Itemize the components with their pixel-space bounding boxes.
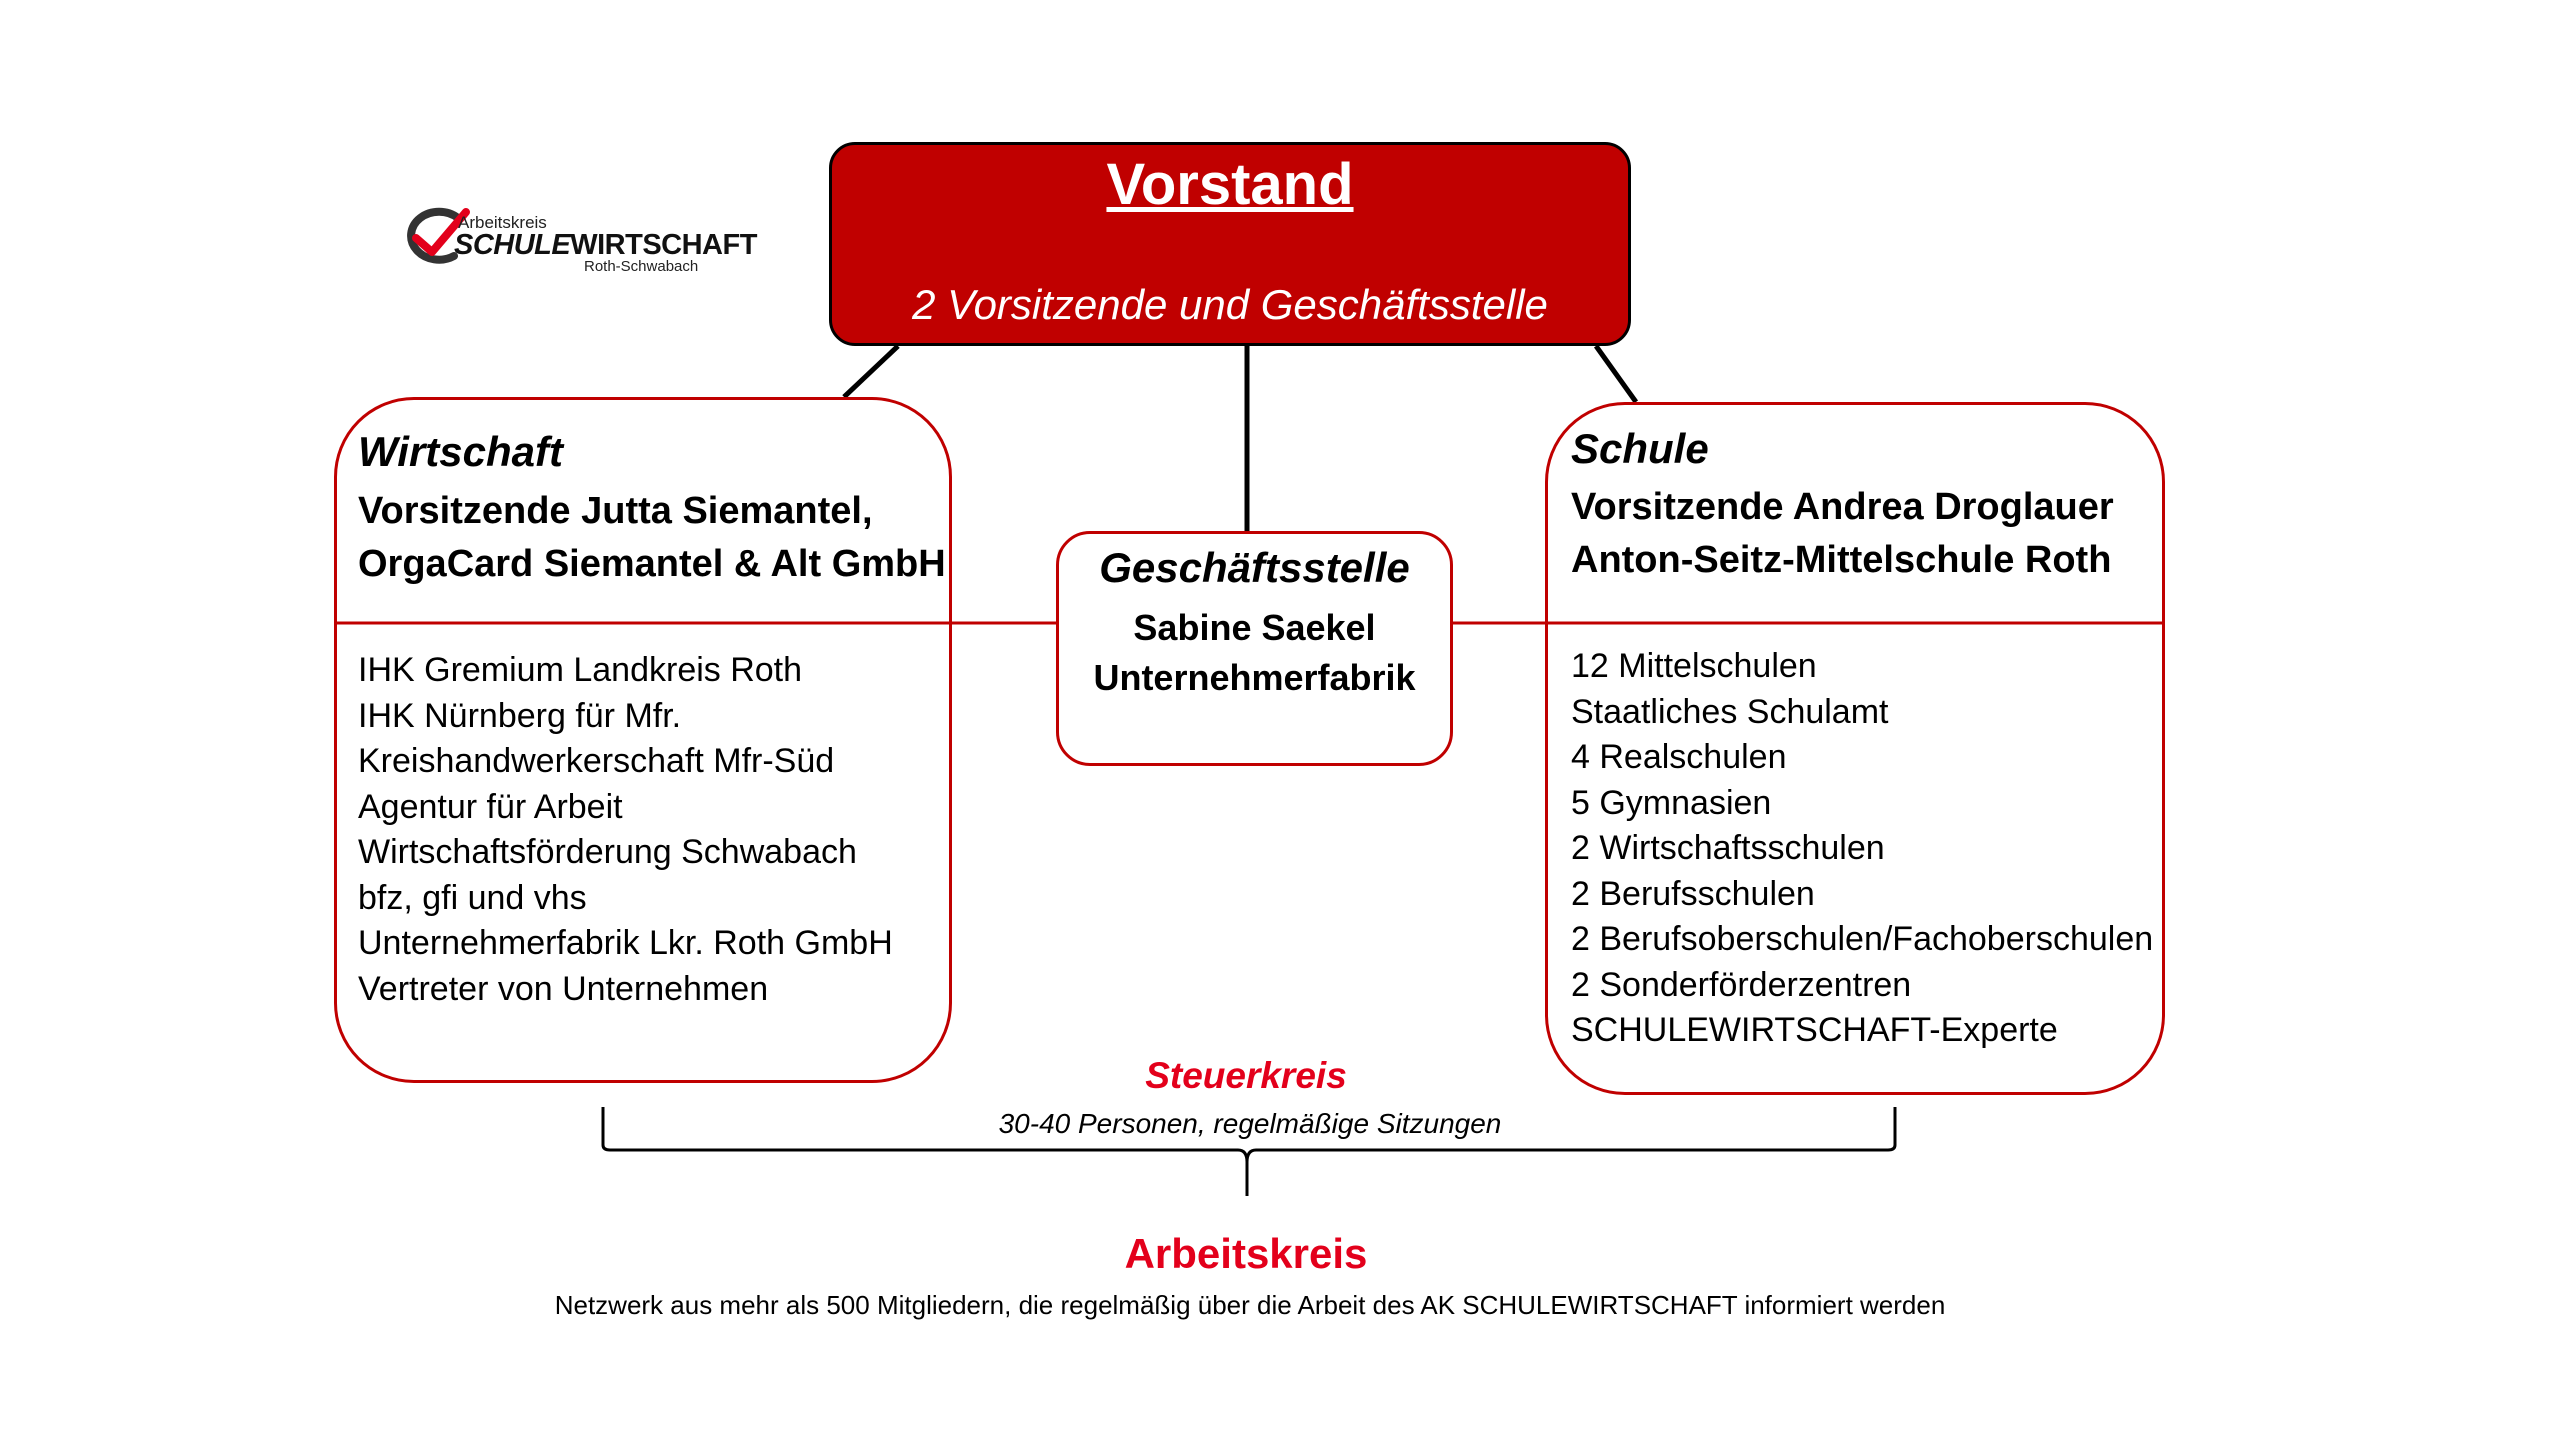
list-item: 2 Sonderförderzentren	[1571, 965, 1912, 1004]
list-item: Vertreter von Unternehmen	[358, 969, 769, 1008]
geschaeftsstelle-person: Sabine Saekel	[1133, 607, 1376, 648]
list-item: 5 Gymnasien	[1571, 783, 1772, 822]
logo-wordmark-schule: SCHULE	[454, 229, 571, 261]
list-item: SCHULEWIRTSCHAFT-Experte	[1571, 1011, 2058, 1049]
list-item: Staatliches Schulamt	[1571, 692, 1889, 731]
schule-chair-line: Vorsitzende Andrea Droglauer	[1571, 486, 2114, 528]
list-item: Unternehmerfabrik Lkr. Roth GmbH	[358, 924, 893, 962]
geschaeftsstelle-org: Unternehmerfabrik	[1093, 657, 1416, 698]
connector-vorstand-schule	[1596, 346, 1636, 402]
wirtschaft-members-list	[358, 648, 893, 1012]
schule-members-list	[1571, 644, 2153, 1054]
vorstand-subtitle: 2 Vorsitzende und Geschäftsstelle	[912, 281, 1548, 328]
list-item: 2 Berufsoberschulen/Fachoberschulen	[1571, 920, 2154, 958]
list-item: Kreishandwerkerschaft Mfr-Süd	[358, 742, 835, 780]
steuerkreis-title: Steuerkreis	[1145, 1055, 1347, 1096]
wirtschaft-title: Wirtschaft	[358, 428, 563, 475]
wirtschaft-chair-line: Vorsitzende Jutta Siemantel,	[358, 490, 873, 532]
schule-chair	[1571, 481, 2114, 587]
vorstand-title: Vorstand	[1106, 152, 1354, 217]
list-item: 2 Wirtschaftsschulen	[1571, 829, 1885, 867]
list-item: 2 Berufsschulen	[1571, 874, 1815, 913]
logo-wordmark-wirtschaft: WIRTSCHAFT	[570, 229, 757, 261]
geschaeftsstelle-title: Geschäftsstelle	[1099, 544, 1410, 591]
list-item: 4 Realschulen	[1571, 738, 1787, 776]
list-item: Wirtschaftsförderung Schwabach	[358, 833, 857, 871]
list-item: IHK Gremium Landkreis Roth	[358, 651, 803, 689]
list-item: Agentur für Arbeit	[358, 787, 623, 826]
logo-arbeitskreis-text: Arbeitskreis	[458, 213, 547, 232]
arbeitskreis-subtitle: Netzwerk aus mehr als 500 Mitgliedern, die regelmäßig über die Arbeit des AK SCHULEWIRTSCHAFT informiert werden	[554, 1290, 1946, 1320]
list-item: IHK Nürnberg für Mfr.	[358, 696, 682, 735]
steuerkreis-subtitle: 30-40 Personen, regelmäßige Sitzungen	[998, 1108, 1502, 1139]
wirtschaft-chair	[358, 485, 946, 591]
wirtschaft-chair-line: OrgaCard Siemantel & Alt GmbH	[358, 543, 946, 585]
schule-chair-line: Anton-Seitz-Mittelschule Roth	[1571, 539, 2112, 581]
vorstand-box	[829, 142, 1631, 346]
schule-title: Schule	[1571, 425, 1709, 472]
logo-region-text: Roth-Schwabach	[584, 258, 699, 275]
arbeitskreis-title: Arbeitskreis	[1124, 1230, 1368, 1277]
list-item: bfz, gfi und vhs	[358, 878, 587, 917]
list-item: 12 Mittelschulen	[1571, 647, 1817, 685]
connector-vorstand-wirtschaft	[844, 346, 898, 397]
